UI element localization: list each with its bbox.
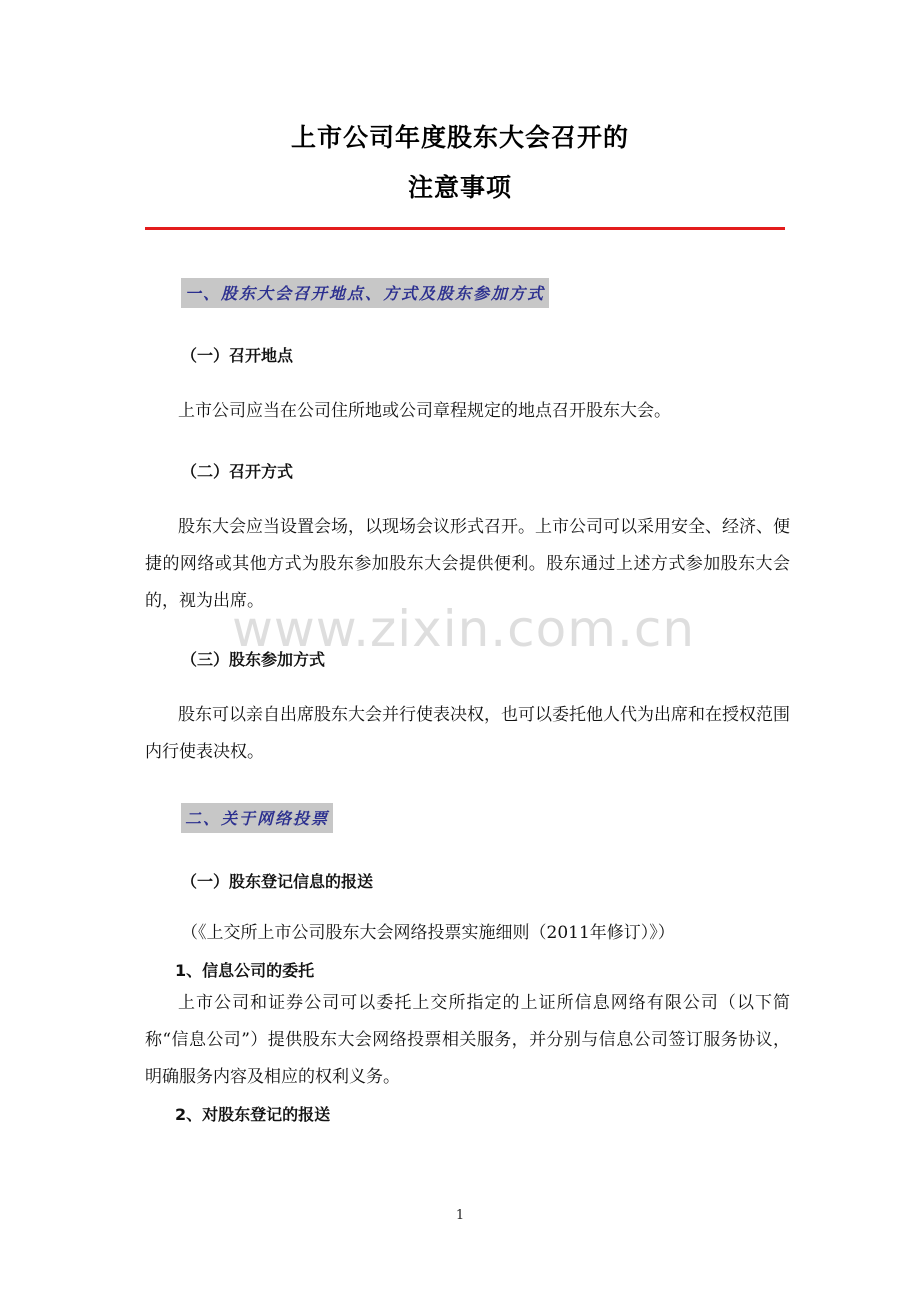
- document-title-line-1: 上市公司年度股东大会召开的: [290, 123, 629, 152]
- subsection-heading-location: （一）召开地点: [181, 346, 294, 365]
- section-heading-1: 一、股东大会召开地点、方式及股东参加方式: [181, 278, 549, 308]
- item-heading-2: 2、对股东登记的报送: [175, 1105, 331, 1124]
- paragraph-location: 上市公司应当在公司住所地或公司章程规定的地点召开股东大会。: [178, 401, 671, 421]
- subsection-heading-registration: （一）股东登记信息的报送: [181, 872, 374, 891]
- page-number: 1: [455, 1208, 465, 1223]
- section-heading-2: 二、关于网络投票: [181, 803, 333, 833]
- title-divider: [145, 227, 785, 230]
- document-title-line-2: 注意事项: [407, 173, 512, 202]
- subsection-heading-method: （二）召开方式: [181, 462, 294, 481]
- item-heading-1: 1、信息公司的委托: [175, 961, 315, 980]
- paragraph-method: 股东大会应当设置会场，以现场会议形式召开。上市公司可以采用安全、经济、便捷的网络或其他方式为股东参加股东大会提供便利。股东通过上述方式参加股东大会的，视为出席。: [145, 517, 790, 611]
- source-reference: （《上交所上市公司股东大会网络投票实施细则（2011年修订）》）: [181, 923, 675, 943]
- watermark: www.zixin.com.cn: [232, 600, 696, 658]
- paragraph-item-1: 上市公司和证券公司可以委托上交所指定的上证所信息网络有限公司（以下简称“信息公司”）提供股东大会网络投票相关服务，并分别与信息公司签订服务协议，明确服务内容及相应的权利义务。: [145, 993, 790, 1087]
- paragraph-participation: 股东可以亲自出席股东大会并行使表决权，也可以委托他人代为出席和在授权范围内行使表决权。: [145, 705, 790, 762]
- subsection-heading-participation: （三）股东参加方式: [181, 650, 326, 669]
